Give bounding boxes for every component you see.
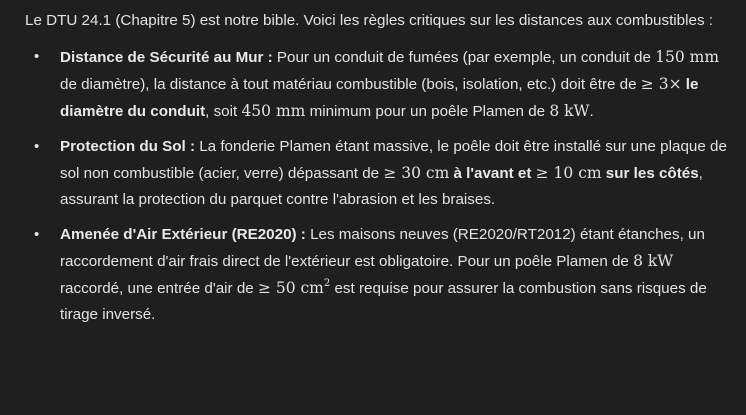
- bullet-icon: •: [34, 48, 40, 65]
- list-item-wall-distance: • Distance de Sécurité au Mur : Pour un conduit de fumées (par exemple, un conduit de 150 mm de diamètre), la distance à tout matériau combustible (bois, isolation, etc.) doit être de ≥ 3× le diamètre du conduit, soit 450 mm minimum pour un poêle Plamen de 8 kW.: [25, 44, 728, 125]
- math-value: ≥ 30 cm: [383, 164, 450, 182]
- math-value: ≥ 50 $cm^2$: [257, 277, 331, 297]
- item-title: Amenée d'Air Extérieur (RE2020) :: [60, 226, 306, 243]
- math-value: 8 kW: [549, 102, 590, 120]
- list-item-air-intake: • Amenée d'Air Extérieur (RE2020) : Les maisons neuves (RE2020/RT2012) étant étanches, un raccordement d'air frais direct de l'extérieur est obligatoire. Pour un poêle Plamen de 8 kW raccordé, une entrée d'air de ≥ 50 $cm^2$ est requise pour assurer la combustion sans risques de tirage inversé.: [25, 222, 728, 328]
- bullet-icon: •: [34, 138, 40, 155]
- rules-list: [25, 44, 728, 328]
- list-item-floor-protection: • Protection du Sol : La fonderie Plamen étant massive, le poêle doit être installé sur une plaque de sol non combustible (acier, verre) dépassant de ≥ 30 cm à l'avant et ≥ 10 cm sur les côtés, assurant la protection du parquet contre l'abrasion et les braises.: [25, 134, 728, 213]
- math-value: 8 kW: [633, 252, 674, 270]
- intro-paragraph: Le DTU 24.1 (Chapitre 5) est notre bible. Voici les règles critiques sur les distances aux combustibles :: [25, 12, 713, 29]
- math-value: ≥ 3×: [640, 75, 682, 93]
- item-title: Distance de Sécurité au Mur :: [60, 49, 273, 66]
- bullet-icon: •: [34, 226, 40, 243]
- math-value: 450 mm: [241, 102, 306, 120]
- item-title: Protection du Sol :: [60, 138, 195, 155]
- math-value: ≥ 10 cm: [535, 164, 602, 182]
- math-value: 150 mm: [655, 48, 720, 66]
